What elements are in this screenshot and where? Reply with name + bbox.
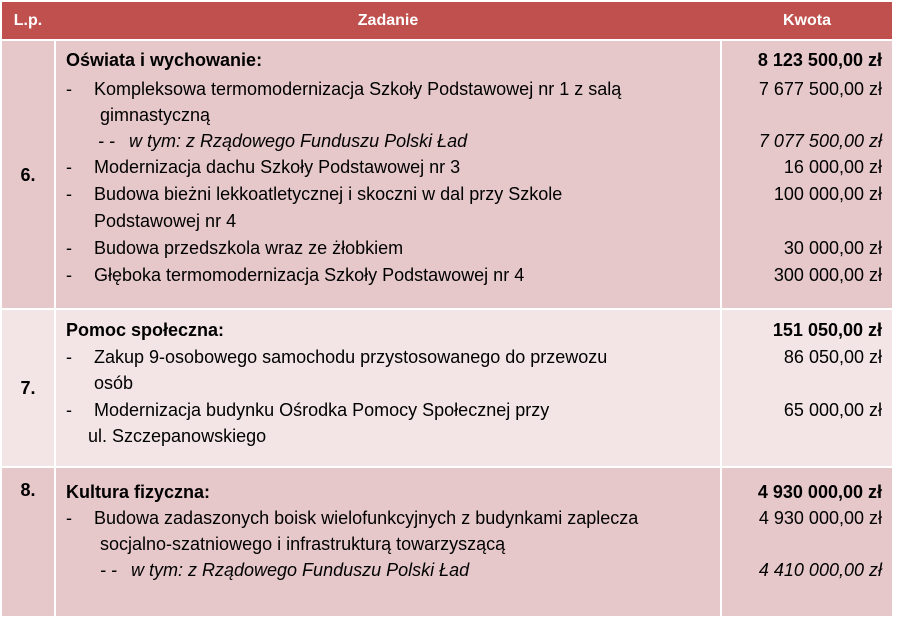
list-item: Budowa przedszkola wraz ze żłobkiem [94, 238, 404, 258]
list-dash: - [66, 347, 72, 367]
budget-table [2, 2, 892, 616]
item-amount: 300 000,00 zł [773, 265, 882, 285]
header-task: Zadanie [357, 12, 419, 29]
subitem-amount: 4 410 000,00 zł [758, 560, 882, 580]
row-number: 7. [20, 378, 36, 398]
list-dash: - [66, 184, 72, 204]
section-amount: 8 123 500,00 zł [757, 50, 882, 70]
list-item-cont: osób [94, 373, 134, 393]
header-amount: Kwota [783, 12, 831, 29]
item-amount: 100 000,00 zł [773, 184, 882, 204]
list-dash: - [66, 238, 72, 258]
section-title: Pomoc społeczna: [66, 320, 225, 340]
list-item: Zakup 9-osobowego samochodu przystosowanego do przewozu [94, 347, 608, 367]
subitem-dash: - - [100, 560, 117, 580]
list-dash: - [66, 157, 72, 177]
table-header [2, 2, 892, 39]
list-item: Kompleksowa termomodernizacja Szkoły Podstawowej nr 1 z salą [94, 79, 622, 99]
table-row [2, 468, 892, 616]
section-amount: 151 050,00 zł [772, 320, 882, 340]
table-row [2, 41, 892, 308]
subitem: w tym: z Rządowego Funduszu Polski Ład [129, 131, 468, 151]
item-amount: 16 000,00 zł [783, 157, 882, 177]
list-item-cont: Podstawowej nr 4 [94, 211, 237, 231]
section-title: Kultura fizyczna: [66, 482, 211, 502]
list-item-cont: socjalno-szatniowego i infrastrukturą towarzyszącą [100, 534, 506, 554]
subitem-amount: 7 077 500,00 zł [758, 131, 882, 151]
list-item: Budowa bieżni lekkoatletycznej i skoczni w dal przy Szkole [94, 184, 563, 204]
list-item-cont: gimnastyczną [100, 105, 211, 125]
row-number: 8. [20, 480, 36, 500]
list-item: Budowa zadaszonych boisk wielofunkcyjnych z budynkami zaplecza [94, 508, 639, 528]
list-dash: - [66, 79, 72, 99]
list-item: Modernizacja dachu Szkoły Podstawowej nr 3 [94, 157, 461, 177]
item-amount: 7 677 500,00 zł [758, 79, 882, 99]
item-amount: 4 930 000,00 zł [758, 508, 882, 528]
section-title: Oświata i wychowanie: [66, 50, 263, 70]
list-item: Modernizacja budynku Ośrodka Pomocy Społecznej przy [94, 400, 550, 420]
subitem: w tym: z Rządowego Funduszu Polski Ład [131, 560, 470, 580]
list-dash: - [66, 400, 72, 420]
section-amount: 4 930 000,00 zł [757, 482, 882, 502]
list-item: Głęboka termomodernizacja Szkoły Podstawowej nr 4 [94, 265, 525, 285]
item-amount: 86 050,00 zł [783, 347, 882, 367]
subitem-dash: - - [98, 131, 115, 151]
item-amount: 65 000,00 zł [783, 400, 882, 420]
row-number: 6. [20, 165, 36, 185]
list-dash: - [66, 265, 72, 285]
header-lp: L.p. [13, 12, 43, 29]
item-amount: 30 000,00 zł [783, 238, 882, 258]
list-dash: - [66, 508, 72, 528]
list-item-cont: ul. Szczepanowskiego [88, 426, 267, 446]
table-row [2, 310, 892, 466]
